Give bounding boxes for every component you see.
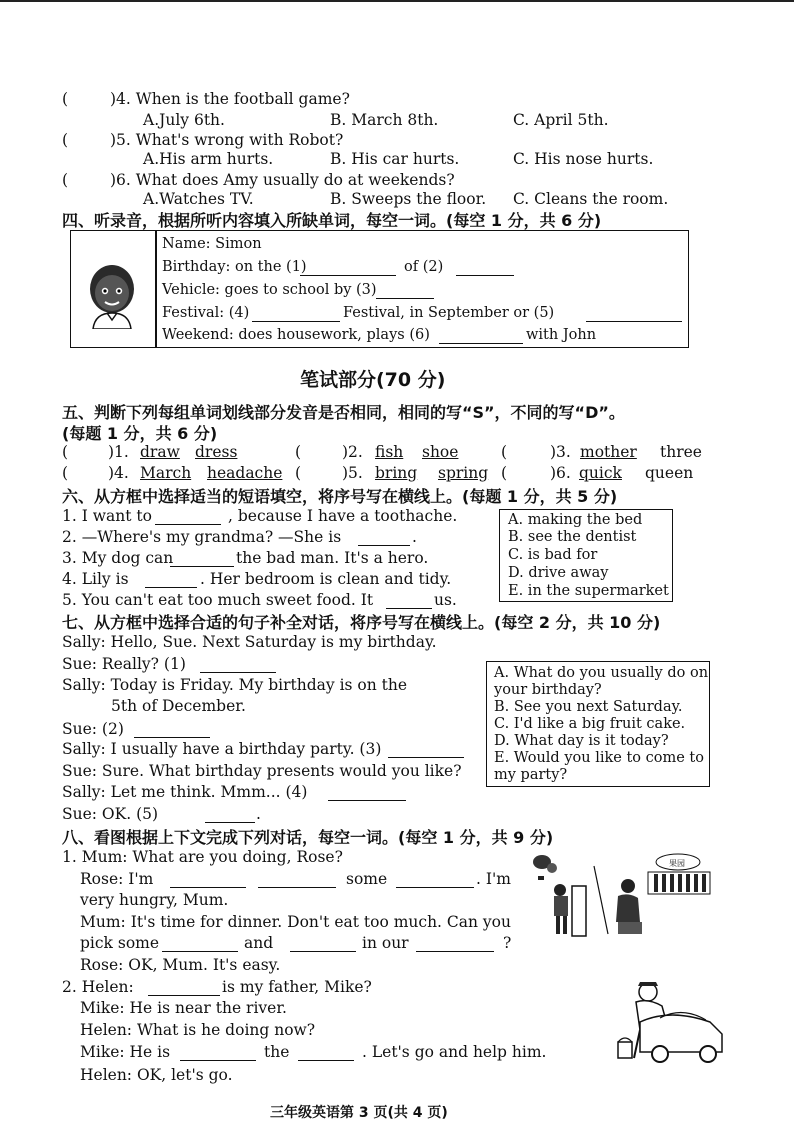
section-8-header: 八、看图根据上下文完成下列对话，每空一词。(每空 1 分，共 9 分) [62,828,554,847]
top-rule [0,0,794,2]
s6-q1-text: 1. I want to [62,507,152,525]
s7-option-d: D. What day is it today? [494,733,669,749]
option-c: C. His nose hurts. [513,150,654,168]
s6-q3-text: 3. My dog can [62,549,174,567]
s6-q4-text: 4. Lily is [62,570,129,588]
dialog-line: Rose: OK, Mum. It's easy. [80,956,281,974]
s6-blank-2[interactable] [358,531,410,546]
s6-option-a: A. making the bed [508,512,643,528]
girl-orchard-picture-icon [528,846,720,938]
option-b: B. Sweeps the floor. [330,190,487,208]
card-name: Name: Simon [162,236,262,252]
card-festival-text: Festival, in September or (5) [343,305,555,321]
word: headache [207,464,283,482]
item-number: )1. [108,443,129,461]
section-5-header: 五、判断下列每组单词划线部分发音是否相同，相同的写“S”，不同的写“D”。 [62,403,625,422]
answer-paren[interactable]: ( [295,464,302,482]
card-festival-label: Festival: (4) [162,305,250,321]
word: shoe [422,443,459,461]
s8-blank[interactable] [298,1046,354,1061]
s7-option-e-cont: my party? [494,767,568,783]
svg-text:果园: 果园 [669,859,685,868]
dialog-line: . I'm [476,870,511,888]
s6-q2-end: . [412,528,417,546]
option-b: B. His car hurts. [330,150,460,168]
dialog-line: Mum: It's time for dinner. Don't eat too much. Can you [80,913,511,931]
answer-paren[interactable]: ( [501,464,508,482]
dialog-line-end: . [256,805,261,823]
dialog-line: Sally: Let me think. Mmm... (4) [62,783,308,801]
dialog-line: 5th of December. [111,697,246,715]
word: draw [140,443,180,461]
dialog-line: some [346,870,388,888]
page-footer: 三年级英语第 3 页(共 4 页) [270,1105,448,1121]
item-number: )2. [342,443,363,461]
s8-blank[interactable] [290,937,356,952]
man-washing-car-picture-icon [610,978,728,1068]
word: dress [195,443,238,461]
dialog-line: Helen: What is he doing now? [80,1021,316,1039]
s6-q5-text: 5. You can't eat too much sweet food. It [62,591,374,609]
item-number: )3. [550,443,571,461]
blank-3[interactable] [376,284,434,299]
answer-paren[interactable]: ( [62,171,69,189]
s6-option-box [499,509,673,602]
section-6-header: 六、从方框中选择适当的短语填空，将序号写在横线上。(每题 1 分，共 5 分) [62,487,618,506]
info-card [70,230,689,348]
dialog-line: in our [362,934,409,952]
word: spring [438,464,489,482]
word: March [140,464,192,482]
blank-1[interactable] [300,261,396,276]
boy-avatar-icon [81,257,143,329]
s7-option-e: E. Would you like to come to [494,750,704,766]
card-birthday-of: of (2) [404,259,444,275]
option-b: B. March 8th. [330,111,439,129]
answer-paren[interactable]: ( [295,443,302,461]
dialog-line: Sally: I usually have a birthday party. (3) [62,740,382,758]
s6-option-b: B. see the dentist [508,529,637,545]
s6-q2-text: 2. —Where's my grandma? —She is [62,528,342,546]
s7-blank-5[interactable] [205,808,255,823]
blank-5[interactable] [586,307,682,322]
s6-blank-4[interactable] [145,573,197,588]
s8-blank[interactable] [396,873,474,888]
option-a: A.Watches TV. [143,190,254,208]
s8-blank[interactable] [180,1046,256,1061]
s7-option-b: B. See you next Saturday. [494,699,683,715]
question-text: )4. When is the football game? [110,90,350,108]
s7-option-a-cont: your birthday? [494,682,602,698]
card-weekend-end: with John [526,327,597,343]
card-birthday-label: Birthday: on the (1) [162,259,307,275]
blank-2[interactable] [456,261,514,276]
s8-blank[interactable] [170,873,246,888]
option-a: A.July 6th. [143,111,225,129]
dialog-line: is my father, Mike? [222,978,372,996]
written-part-title: 笔试部分(70 分) [300,369,446,391]
card-weekend: Weekend: does housework, plays (6) [162,327,430,343]
word: mother [580,443,637,461]
s7-option-box [486,661,710,787]
dialog-line: Sally: Hello, Sue. Next Saturday is my birthday. [62,633,437,651]
dialog-line: Sue: OK. (5) [62,805,159,823]
item-number: )5. [342,464,363,482]
dialog-line: Helen: OK, let's go. [80,1066,233,1084]
word: quick [579,464,622,482]
s6-option-e: E. in the supermarket [508,583,669,599]
word: bring [375,464,418,482]
blank-4[interactable] [252,307,340,322]
s6-blank-5[interactable] [386,594,432,609]
s7-blank-3[interactable] [388,743,464,758]
s6-q1-end: , because I have a toothache. [228,507,458,525]
word: fish [375,443,404,461]
option-c: C. April 5th. [513,111,609,129]
blank-6[interactable] [439,329,523,344]
answer-paren[interactable]: ( [62,464,69,482]
card-divider [155,231,157,347]
dialog-line: Mike: He is near the river. [80,999,287,1017]
item-number: )4. [108,464,129,482]
dialog-line: Sue: (2) [62,720,124,738]
s6-q3-end: the bad man. It's a hero. [236,549,429,567]
s8-blank[interactable] [416,937,494,952]
dialog-line: the [264,1043,290,1061]
s8-blank[interactable] [258,873,336,888]
answer-paren[interactable]: ( [62,90,69,108]
s7-blank-4[interactable] [328,786,406,801]
s6-option-d: D. drive away [508,565,609,581]
answer-paren[interactable]: ( [501,443,508,461]
s7-option-a: A. What do you usually do on [494,665,709,681]
section-4-header: 四、听录音，根据所听内容填入所缺单词，每空一词。(每空 1 分，共 6 分) [62,211,602,230]
s6-option-c: C. is bad for [508,547,598,563]
dialog-line: Sally: Today is Friday. My birthday is on the [62,676,408,694]
section-5-header-score: (每题 1 分，共 6 分) [62,424,218,443]
s7-blank-2[interactable] [134,723,210,738]
card-vehicle: Vehicle: goes to school by (3) [162,282,377,298]
s8-blank[interactable] [148,981,220,996]
s7-blank-1[interactable] [200,658,276,673]
answer-paren[interactable]: ( [62,131,69,149]
dialog-line: 2. Helen: [62,978,134,996]
dialog-line: Sue: Really? (1) [62,655,186,673]
answer-paren[interactable]: ( [62,443,69,461]
s6-blank-1[interactable] [155,510,221,525]
word: three [660,443,702,461]
s6-blank-3[interactable] [170,552,234,567]
question-text: )6. What does Amy usually do at weekends? [110,171,455,189]
dialog-line: Rose: I'm [80,870,154,888]
item-number: )6. [550,464,571,482]
option-a: A.His arm hurts. [143,150,274,168]
s6-q5-end: us. [434,591,457,609]
dialog-line: 1. Mum: What are you doing, Rose? [62,848,343,866]
dialog-line: . Let's go and help him. [362,1043,547,1061]
option-c: C. Cleans the room. [513,190,669,208]
section-7-header: 七、从方框中选择合适的句子补全对话，将序号写在横线上。(每空 2 分，共 10 分) [62,613,661,632]
dialog-line: pick some [80,934,160,952]
dialog-line: Sue: Sure. What birthday presents would you like? [62,762,462,780]
question-text: )5. What's wrong with Robot? [110,131,344,149]
dialog-line: and [244,934,274,952]
dialog-line: very hungry, Mum. [80,891,229,909]
dialog-line: ? [503,934,512,952]
dialog-line: Mike: He is [80,1043,171,1061]
word: queen [645,464,694,482]
s6-q4-end: . Her bedroom is clean and tidy. [200,570,452,588]
s8-blank[interactable] [162,937,238,952]
s7-option-c: C. I'd like a big fruit cake. [494,716,686,732]
